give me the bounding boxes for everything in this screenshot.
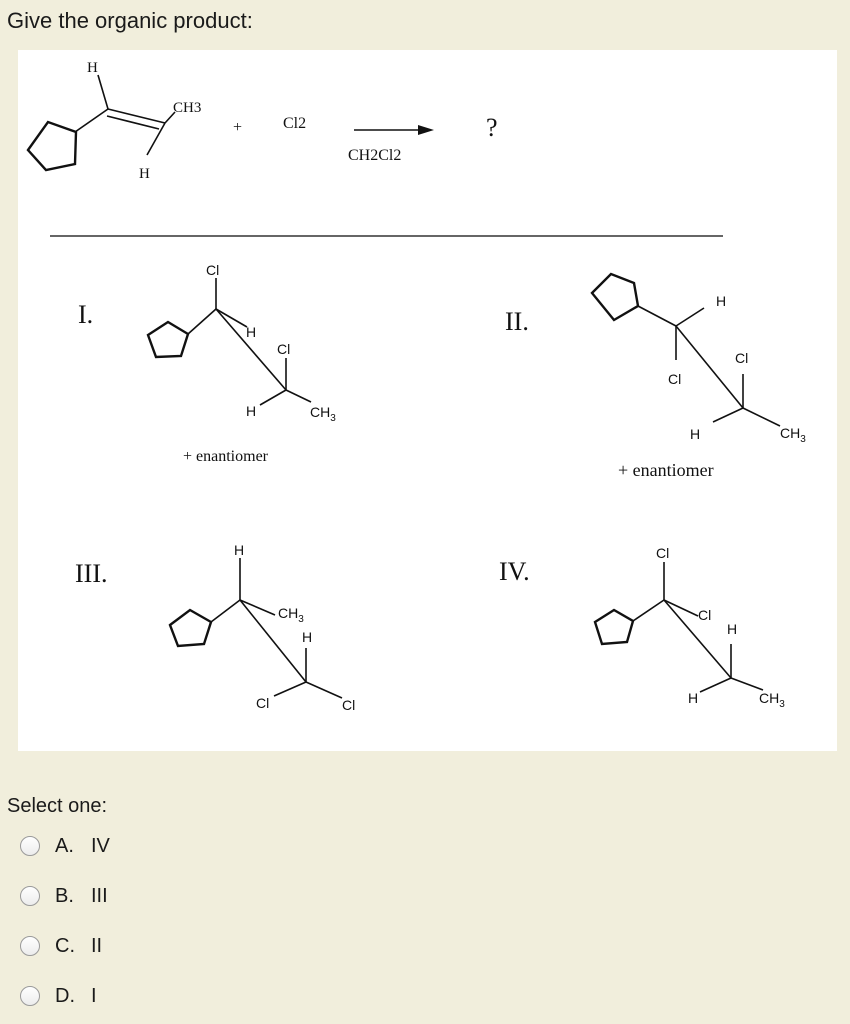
cyclopentane-ring xyxy=(595,610,633,644)
choice-numeral-iii: III. xyxy=(75,559,108,588)
reaction-diagram xyxy=(18,50,837,751)
methyl-group: $CH_3$ xyxy=(759,690,785,710)
option-letter: B. xyxy=(55,884,74,907)
option-value: I xyxy=(91,984,97,1007)
atom-cl: Cl xyxy=(256,695,270,711)
atom-h: H xyxy=(727,621,738,637)
reactant-label-ch3: CH3 xyxy=(173,100,202,116)
plus-sign: + xyxy=(233,119,243,136)
atom-h: H xyxy=(246,324,257,340)
radio-button[interactable] xyxy=(20,836,40,856)
atom-h: H xyxy=(234,542,245,558)
question-prompt: Give the organic product: xyxy=(7,8,253,33)
atom-h: H xyxy=(716,293,727,309)
atom-cl: Cl xyxy=(698,607,712,623)
atom-cl: Cl xyxy=(735,350,749,366)
option-b[interactable] xyxy=(20,881,108,911)
cyclopentane-ring xyxy=(592,274,638,320)
option-d[interactable] xyxy=(20,981,97,1011)
question-figure xyxy=(18,50,837,751)
atom-cl: Cl xyxy=(342,697,356,713)
radio-button[interactable] xyxy=(20,886,40,906)
atom-h: H xyxy=(246,403,257,419)
option-letter: D. xyxy=(55,984,75,1007)
product-unknown: ? xyxy=(486,113,498,142)
methyl-group: $CH_3$ xyxy=(780,425,806,445)
atom-cl: Cl xyxy=(668,371,682,387)
cyclopentane-ring xyxy=(148,322,188,357)
option-c[interactable] xyxy=(20,931,102,961)
select-prompt: Select one: xyxy=(7,795,108,817)
choice-numeral-ii: II. xyxy=(505,307,529,336)
structure-ii xyxy=(592,274,806,445)
atom-cl: Cl xyxy=(656,545,670,561)
reaction-arrow xyxy=(354,125,434,135)
cyclopentane-ring xyxy=(170,610,211,646)
option-value: II xyxy=(91,934,103,957)
structure-iii xyxy=(170,542,355,713)
methyl-group: $CH_3$ xyxy=(278,605,304,625)
reagent-cl2: Cl2 xyxy=(283,115,307,132)
reactant-alkene xyxy=(28,60,201,182)
choice-numeral-i: I. xyxy=(78,300,94,329)
atom-h: H xyxy=(690,426,701,442)
option-value: III xyxy=(91,884,108,907)
structure-i xyxy=(148,262,336,424)
structure-iv xyxy=(595,545,785,710)
atom-cl: Cl xyxy=(206,262,220,278)
radio-button[interactable] xyxy=(20,936,40,956)
option-a[interactable] xyxy=(20,831,110,861)
option-letter: C. xyxy=(55,934,75,957)
option-value: IV xyxy=(91,834,110,857)
atom-h: H xyxy=(688,690,699,706)
enantiomer-note-ii: + enantiomer xyxy=(618,460,714,480)
cyclopentane-ring xyxy=(28,122,76,170)
enantiomer-note-i: + enantiomer xyxy=(183,448,268,465)
atom-h: H xyxy=(302,629,313,645)
reactant-label-h-top: H xyxy=(87,60,98,76)
radio-button[interactable] xyxy=(20,986,40,1006)
reactant-label-h-bottom: H xyxy=(139,166,150,182)
option-letter: A. xyxy=(55,834,74,857)
solvent-ch2cl2: CH2Cl2 xyxy=(348,147,402,164)
methyl-group: $CH_3$ xyxy=(310,404,336,424)
choice-numeral-iv: IV. xyxy=(499,557,530,586)
atom-cl: Cl xyxy=(277,341,291,357)
